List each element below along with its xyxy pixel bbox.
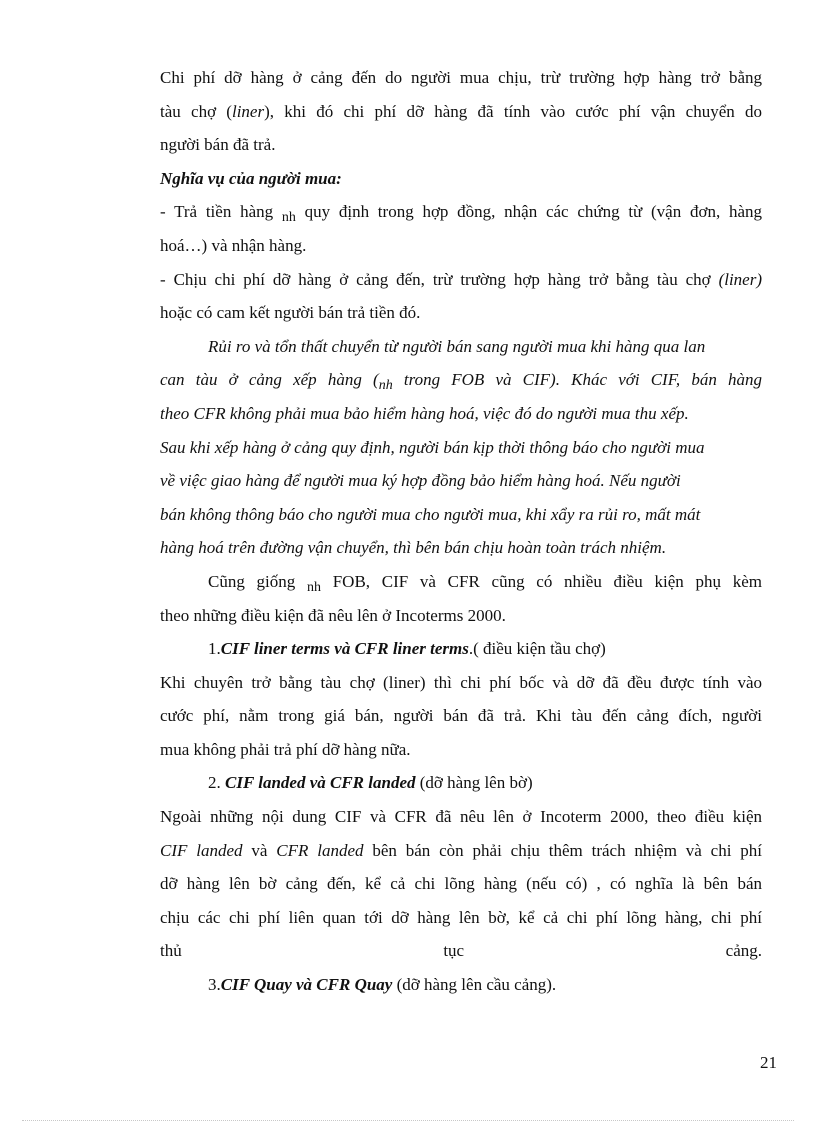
- paragraph-line: [160, 901, 762, 935]
- paragraph-line: [160, 599, 762, 633]
- section-note: (dỡ hàng lên bờ): [415, 773, 533, 793]
- paragraph-line: [160, 296, 762, 330]
- text: về việc giao hàng để người mua ký hợp đồng bảo hiểm hàng hoá. Nếu người: [160, 471, 681, 491]
- paragraph-line: [160, 229, 762, 263]
- text: theo CFR không phải mua bảo hiểm hàng hoá, việc đó do người mua thu xếp.: [160, 403, 689, 423]
- text: theo những điều kiện đã nêu lên ở Incoterms 2000.: [160, 605, 506, 625]
- text: - Chịu chi phí dỡ hàng ở cảng đến, trừ trường hợp hàng trở bằng tàu chợ: [160, 269, 719, 289]
- text: quy định trong hợp đồng, nhận các chứng từ (vận đơn, hàng: [295, 202, 762, 222]
- paragraph-line: [160, 934, 762, 968]
- text: bên bán còn phải chịu thêm trách nhiệm và chi phí: [363, 840, 763, 860]
- paragraph-line: [160, 363, 762, 397]
- text: và: [242, 840, 277, 860]
- text: Chi phí dỡ hàng ở cảng đến do người mua chịu, trừ trường hợp hàng trở bằng: [160, 68, 762, 87]
- text: nh: [378, 378, 393, 394]
- paragraph-line: [160, 699, 762, 733]
- paragraph-line: [160, 498, 762, 532]
- paragraph-line: [160, 565, 762, 599]
- paragraph-line: [160, 464, 762, 498]
- text: tục: [443, 941, 465, 961]
- text: - Trả tiền hàng: [160, 202, 282, 222]
- text: người bán đã trả.: [160, 135, 276, 155]
- section-note: (dỡ hàng lên cầu cảng).: [392, 975, 557, 995]
- text: chịu các chi phí liên quan tới dỡ hàng lên bờ, kể cả chi phí lõng hàng, chi phí: [160, 907, 762, 927]
- paragraph-line: [160, 263, 762, 297]
- text: cước phí, nằm trong giá bán, người bán đã trả. Khi tàu đến cảng đích, người: [160, 706, 762, 726]
- section-note: .( điều kiện tầu chợ): [468, 639, 606, 659]
- paragraph-line: [160, 834, 762, 868]
- text: ), khi đó chi phí dỡ hàng đã tính vào cước phí vận chuyển do: [264, 101, 763, 121]
- section-title: CIF landed và CFR landed: [225, 773, 416, 793]
- text: dỡ hàng lên bờ cảng đến, kể cả chi lõng hàng (nếu có) , có nghĩa là bên bán: [160, 874, 762, 894]
- paragraph-line: [160, 733, 762, 767]
- paragraph-line: [160, 867, 762, 901]
- section-number: 2.: [208, 773, 225, 793]
- text: Rủi ro và tổn thất chuyển từ người bán sang người mua khi hàng qua lan: [208, 336, 706, 356]
- section-title: CIF liner terms và CFR liner terms: [220, 639, 469, 659]
- paragraph-line: [160, 330, 762, 364]
- text: nh: [307, 579, 321, 595]
- buyer-obligations-heading: Nghĩa vụ của người mua:: [160, 168, 342, 188]
- paragraph-line: [160, 666, 762, 700]
- italic-term: (liner): [718, 269, 762, 289]
- paragraph-line: [160, 397, 762, 431]
- paragraph-line: [160, 431, 762, 465]
- paragraph-line: [160, 800, 762, 834]
- paragraph-line: [160, 531, 762, 565]
- text: Sau khi xếp hàng ở cảng quy định, người bán kịp thời thông báo cho người mua: [160, 437, 705, 457]
- section-number: 1.: [208, 639, 221, 659]
- section-heading-2: [160, 766, 762, 800]
- text: Khi chuyên trở bằng tàu chợ (liner) thì chi phí bốc và dỡ đã đều được tính vào: [160, 672, 762, 692]
- text: nh: [281, 210, 296, 226]
- italic-term: CIF landed: [160, 840, 243, 860]
- text: thủ: [160, 941, 182, 961]
- text: trong FOB và CIF). Khác với CIF, bán hàng: [392, 370, 763, 390]
- section-title: CIF Quay và CFR Quay: [220, 975, 393, 995]
- text: can tàu ở cảng xếp hàng (: [160, 370, 379, 390]
- italic-term: liner: [231, 101, 265, 121]
- paragraph-line: [160, 95, 762, 129]
- section-heading-3: [160, 968, 762, 1002]
- text: Cũng giống: [208, 571, 307, 591]
- text: FOB, CIF và CFR cũng có nhiều điều kiện phụ kèm: [321, 571, 762, 591]
- page-divider: [22, 1120, 794, 1121]
- paragraph-line: [160, 195, 762, 229]
- text: tàu chợ (: [160, 101, 232, 121]
- text: mua không phải trả phí dỡ hàng nữa.: [160, 739, 411, 759]
- section-number: 3.: [208, 975, 221, 995]
- section-heading-1: [160, 632, 762, 666]
- italic-term: CFR landed: [276, 840, 364, 860]
- document-body: [160, 61, 762, 1002]
- text: hàng hoá trên đường vận chuyển, thì bên bán chịu hoàn toàn trách nhiệm.: [160, 538, 667, 558]
- paragraph-line: [160, 128, 762, 162]
- text: Ngoài những nội dung CIF và CFR đã nêu lên ở Incoterm 2000, theo điều kiện: [160, 807, 762, 827]
- text: hoá…) và nhận hàng.: [160, 235, 307, 255]
- text: hoặc có cam kết người bán trả tiền đó.: [160, 303, 421, 323]
- paragraph-line: [160, 61, 762, 95]
- page-number: 21: [760, 1053, 777, 1072]
- text: cảng.: [725, 941, 763, 961]
- text: bán không thông báo cho người mua cho người mua, khi xẩy ra rủi ro, mất mát: [160, 504, 701, 524]
